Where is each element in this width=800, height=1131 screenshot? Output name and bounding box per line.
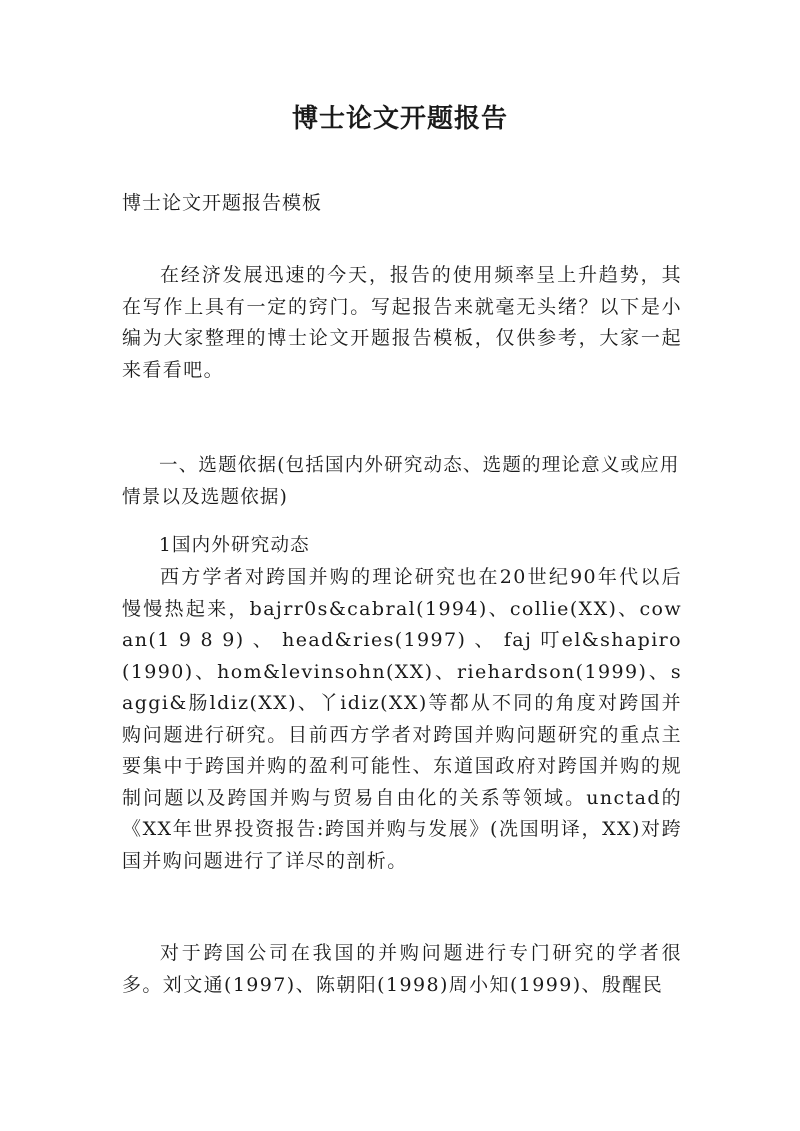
document-subtitle: 博士论文开题报告模板 [122,192,323,214]
subsection-heading-1-1: 1国内外研究动态 [159,535,310,556]
intro-paragraph: 在经济发展迅速的今天，报告的使用频率呈上升趋势，其在写作上具有一定的窍门。写起报告来就毫无头绪？以下是小编为大家整理的博士论文开题报告模板，仅供参考，大家一起来看看吧。 [122,264,682,381]
page-title: 博士论文开题报告 [291,104,508,134]
section-heading-1: 一、选题依据(包括国内外研究动态、选题的理论意义或应用情景以及选题依据) [122,455,680,508]
paragraph-western-research: 西方学者对跨国并购的理论研究也在20世纪90年代以后慢慢热起来，bajrr0s&cabral(1994)、collie(XX)、cowan(1 9 8 9) 、 head&ries(1997) 、 faj 叮el&shapiro(1990)、hom&levinsohn(XX)、riehardson(1999)、saggi&肠ldiz(XX)、丫idiz(XX)等都从不同的角度对跨国并购问题进行研究。目前西方学者对跨国并购问题研究的重点主要集中于跨国并购的盈利可能性、东道国政府对跨国并购的规制问题以及跨国并购与贸易自由化的关系等领域。unctad的《XX年世界投资报告:跨国并购与发展》(冼国明译，XX)对跨国并购问题进行了详尽的剖析。 [122,566,682,872]
paragraph-domestic-research: 对于跨国公司在我国的并购问题进行专门研究的学者很多。刘文通(1997)、陈朝阳(1998)周小知(1999)、殷醒民 [122,942,682,996]
